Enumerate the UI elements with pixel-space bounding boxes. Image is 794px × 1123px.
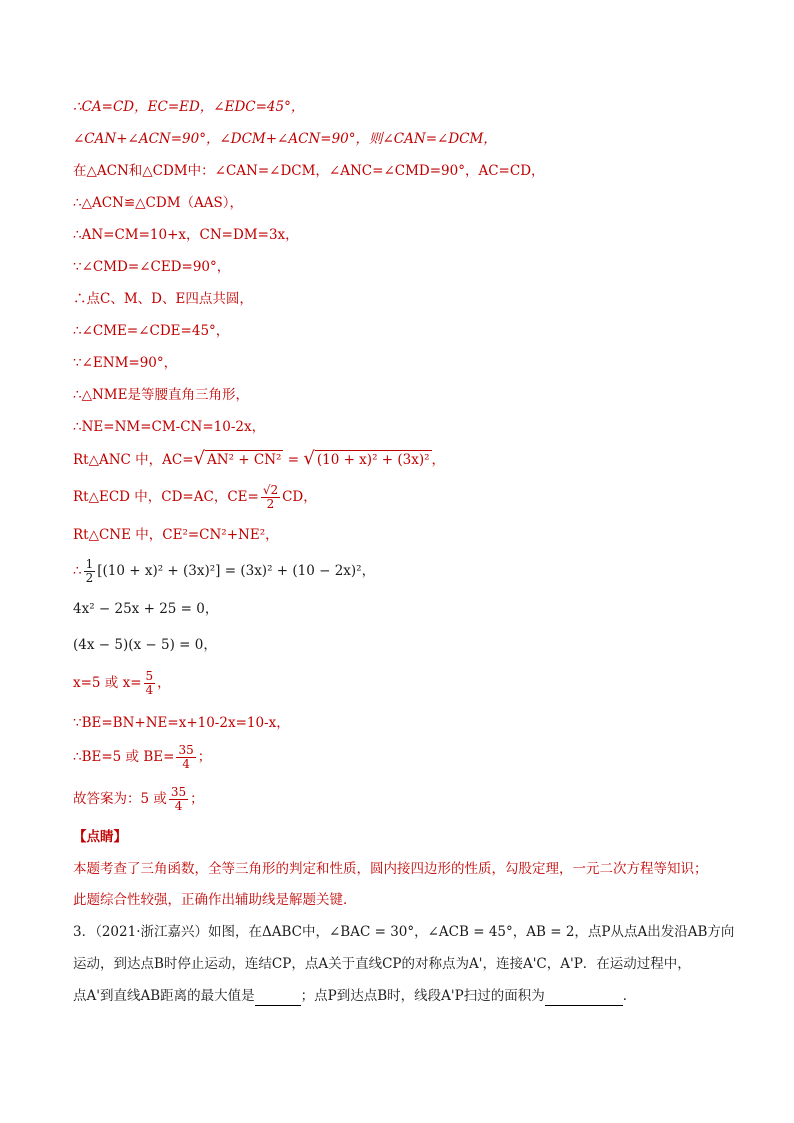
fraction-sqrt2-over-2 <box>261 484 280 511</box>
solution-line-13 <box>73 484 317 511</box>
solution-line-5: ∴AN=CM=10+x，CN=DM=3x， <box>73 227 299 243</box>
solution-line-7: ∴点C、M、D、E四点共圆， <box>73 291 253 307</box>
line20-prefix: ∴BE=5 或 BE= <box>73 749 175 765</box>
fraction-5-over-4 <box>144 670 156 697</box>
question-3-line-1: 3．（2021·浙江嘉兴）如图，在ΔABC中，∠BAC = 30°，∠ACB = 45°，AB = 2，点P从点A出发沿AB方向 <box>73 924 735 940</box>
solution-line-19: ∵BE=BN+NE=x+10-2x=10-x， <box>73 715 290 731</box>
fraction-denominator: 2 <box>266 497 275 511</box>
question-3-part-c: ． <box>622 988 637 1004</box>
solution-line-1: ∴CA=CD，EC=ED，∠EDC=45°， <box>73 99 305 115</box>
line12-equals: = <box>283 452 304 468</box>
fraction-numerator: 35 <box>178 743 194 757</box>
fraction-35-over-4 <box>169 786 188 813</box>
line12-prefix: Rt△ANC 中，AC= <box>73 452 194 468</box>
fraction-numerator: √2 <box>262 483 279 497</box>
fraction-numerator: 1 <box>85 557 94 571</box>
answer-line <box>73 786 204 813</box>
line13-prefix: Rt△ECD 中，CD=AC，CE= <box>73 489 259 505</box>
dianjing-heading: 【点睛】 <box>73 829 127 845</box>
fraction-one-half <box>84 558 96 585</box>
question-3-part-b: ；点P到达点B时，线段A'P扫过的面积为 <box>300 988 545 1004</box>
solution-line-8: ∴∠CME=∠CDE=45°， <box>73 323 230 339</box>
line18-prefix: x=5 或 x= <box>73 675 142 691</box>
question-3-line-2: 运动，到达点B时停止运动，连结CP，点A关于直线CP的对称点为A'，连接A'C，A'P．在运动过程中， <box>73 956 691 972</box>
line12-radicand-1: AN² + CN² <box>207 452 282 468</box>
solution-line-17: (4x − 5)(x − 5) = 0， <box>73 637 217 653</box>
fraction-numerator: 5 <box>145 669 154 683</box>
solution-line-2: ∠CAN+∠ACN=90°，∠DCM+∠ACN=90°，则∠CAN=∠DCM， <box>73 131 497 147</box>
answer-suffix: ； <box>190 791 204 807</box>
fraction-35-over-4 <box>176 744 195 771</box>
sqrt-sign-icon: √ <box>193 448 206 469</box>
fraction-denominator: 4 <box>182 757 190 771</box>
solution-line-10: ∴△NME是等腰直角三角形， <box>73 387 249 403</box>
line20-suffix: ； <box>197 749 212 765</box>
line18-suffix: ， <box>157 675 171 691</box>
dianjing-paragraph-1: 本题考查了三角函数，全等三角形的判定和性质，圆内接四边形的性质，勾股定理，一元二次方程等知识； <box>73 861 708 877</box>
solution-line-3: 在△ACN和△CDM中：∠CAN=∠DCM，∠ANC=∠CMD=90°，AC=CD， <box>73 163 545 179</box>
solution-line-20 <box>73 744 211 771</box>
dianjing-paragraph-2: 此题综合性较强，正确作出辅助线是解题关键． <box>73 892 357 908</box>
solution-line-14: Rt△CNE 中，CE²=CN²+NE²， <box>73 527 279 543</box>
solution-line-4: ∴△ACN≌△CDM（AAS）， <box>73 195 244 211</box>
line12-radicand-2: (10 + x)² + (3x)² <box>316 452 430 468</box>
solution-line-9: ∵∠ENM=90°， <box>73 355 178 371</box>
solution-line-6: ∵∠CMD=∠CED=90°， <box>73 259 231 275</box>
line15-prefix: ∴ <box>73 563 82 579</box>
sqrt-sign-icon: √ <box>303 448 315 469</box>
line12-end: ， <box>431 452 446 468</box>
solution-line-16: 4x² − 25x + 25 = 0， <box>73 601 219 617</box>
solution-line-15 <box>73 558 375 585</box>
question-3-part-a: 点A'到直线AB距离的最大值是 <box>73 988 255 1004</box>
fraction-denominator: 2 <box>85 571 94 585</box>
question-3-line-3 <box>73 987 636 1006</box>
solution-line-18 <box>73 670 171 697</box>
line15-equation: [(10 + x)² + (3x)²] = (3x)² + (10 − 2x)²， <box>97 563 376 579</box>
answer-blank-1[interactable] <box>255 987 301 1006</box>
fraction-denominator: 4 <box>174 799 183 813</box>
answer-blank-2[interactable] <box>545 987 623 1006</box>
fraction-numerator: 35 <box>170 785 187 799</box>
solution-line-11: ∴NE=NM=CM-CN=10-2x， <box>73 419 266 435</box>
answer-prefix: 故答案为：5 或 <box>73 791 167 807</box>
fraction-denominator: 4 <box>145 683 154 697</box>
line13-suffix: CD， <box>282 489 317 505</box>
solution-line-12 <box>73 450 445 469</box>
